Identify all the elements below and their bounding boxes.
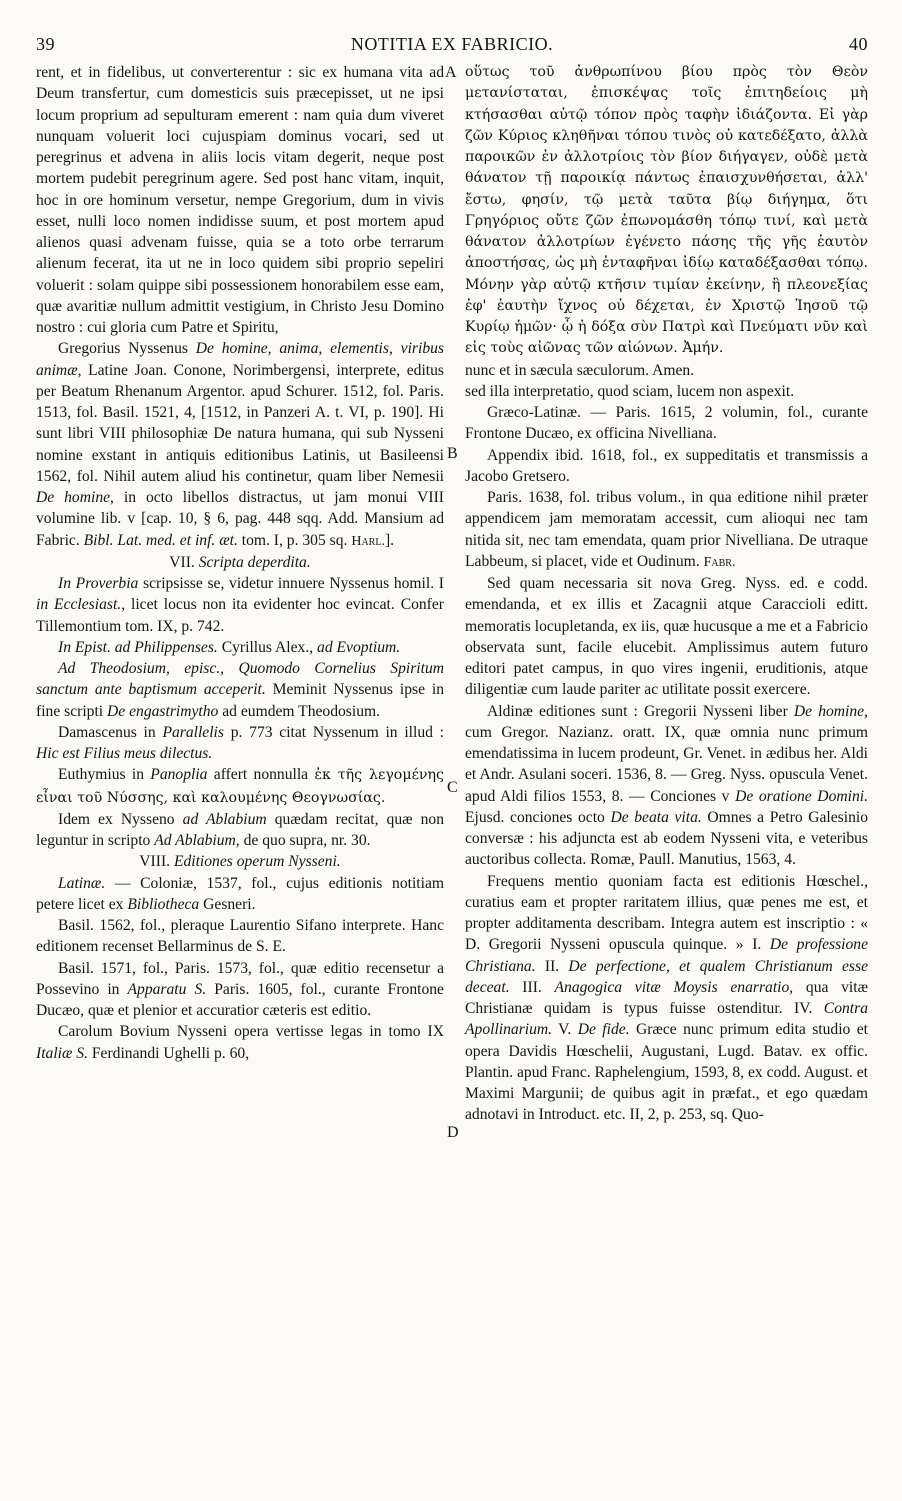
paragraph-proverbia: In Proverbia scripsisse se, videtur innuere Nyssenus homil. I in Ecclesiast., licet locus non ita evidenter hoc evincat. Confer Tillemontium tom. IX, p. 742. (36, 575, 444, 635)
paragraph-gregorius: Gregorius Nyssenus De homine, anima, elementis, viribus animæ, Latine Joan. Conone, Norimbergensi, interprete, editus per Beatum Rhenanum Argentor. apud Schurer. 1512, fol. Paris. 1513, fol. Basil. 1521, 4, [1512, in Panzeri A. t. VI, p. 190]. Hi sunt libri VIII philosophiæ De natura humana, qui sub Nysseni nomine exstant in antiquis editionibus Latinis, ut Basileensi 1562, fol. Nihil autem aliud his continetur, quam liber Nemesii De homine, in octo libellos distractus, ut jam monui VIII volumine lib. v [cap. 10, § 6, pag. 448 sqq. Add. Mansium ad Fabric. Bibl. Lat. med. et inf. æt. tom. I, p. 305 sq. Harl.]. (36, 340, 444, 549)
continuation-line: nunc et in sæcula sæculorum. Amen. (465, 361, 695, 379)
paragraph-basil-1562: Basil. 1562, fol., pleraque Laurentio Sifano interprete. Hanc editionem recenset Bellarminus de S. E. (36, 917, 444, 956)
paragraph-philippenses: In Epist. ad Philippenses. Cyrillus Alex., ad Evoptium. (58, 638, 401, 656)
paragraph-hoeschel: Frequens mentio quoniam facta est editionis Hœschel., curatius eam et propter raritatem illius, quæ penes me est, et propter additamenta describam. Integra autem est inscriptio : « D. Gregorii Nysseni opuscula quinque. » I. De professione Christiana. II. De perfectione, et qualem Christianum esse deceat. III. Anagogica vitæ Moysis enarratio, qua vitæ Christianæ quidam is typus fuisse ostenditur. IV. Contra Apollinarium. V. De fide. Græce nunc primum edita studio et opera Davidis Hœschelii, Augustani, Lugd. Batav. ex offic. Plantin. apud Franc. Raphelengium, 1593, 8, ex codd. August. et Maximi Margunii; de quibus agit in præfat., et ego quædam adnotavi in Introduct. etc. II, 2, p. 253, sq. Quo- (465, 872, 868, 1124)
latin-translation-paragraph: rent, et in fidelibus, ut converterentur : sic ex humana vita ad Deum transfertur, cum domesticis suis præcepisset, ut ne ipsi locum proprium ad sepulturam emerent : nam quia dum viveret nunquam voluerit loci cujuspiam dominus vocari, sed ut peregrinus et advena in aliis locis vitam degerit, neque post mortem pudebit peregrinum agere. Sed post hanc vitam, inquit, hoc in ore hominum versetur, nempe Gregorium, dum in vivis esset, nulli loco nomen indidisse suum, et post mortem apud alienos quasi advenam fuisse, quia se a toto orbe terrarum alienum fecerat, ita ut ne in loco quidem sibi proprio sepeliri voluerit : solam quippe sibi possessionem honorabilem esse eam, quæ avaritiæ nullum admittit vestigium, in Christo Jesu Domino nostro : cui gloria cum Patre et Spiritu, (36, 64, 444, 336)
paragraph-graeco-latinae: Græco-Latinæ. — Paris. 1615, 2 volumin, fol., curante Frontone Ducæo, ex officina Nivelliana. (465, 404, 868, 443)
paragraph-appendix: Appendix ibid. 1618, fol., ex suppeditatis et transmissis a Jacobo Gretsero. (465, 446, 868, 485)
paragraph-nova-editio: Sed quam necessaria sit nova Greg. Nyss. ed. e codd. emendanda, et ex illis et Zacagnii atque Caraccioli editt. memoratis locupletanda, ex iis, quæ hucusque a me et a Fabricio observata sunt, facile elucebit. Amplissimus autem futuro editori patet campus, in quo vires ingenii, eruditionis, atque diligentiæ cum laude pariter ac utilitate possit exercere. (465, 575, 868, 699)
paragraph-damascenus: Damascenus in Parallelis p. 773 citat Nyssenum in illud : Hic est Filius meus dilectus. (36, 723, 445, 762)
paragraph-euthymius: Euthymius in Panoplia affert nonnulla ἐκ τῆς λεγομένης εἶναι τοῦ Νύσσης, καὶ καλουμένης Θεογνωσίας. (36, 766, 444, 806)
margin-marker-a: A (445, 64, 457, 81)
paragraph-ablabium: Idem ex Nysseno ad Ablabium quædam recitat, quæ non leguntur in scripto Ad Ablabium, de quo supra, nr. 30. (36, 810, 444, 849)
paragraph-paris-1638: Paris. 1638, fol. tribus volum., in qua editione nihil præter appendicem jam memoratam accessit, cum alioqui nec tam nitida sit, nec tam emendata, quam prior Nivelliana. De utraque Labbeum, si placet, vide et Oudinum. Fabr. (465, 489, 868, 570)
paragraph-interpretatio: sed illa interpretatio, quod sciam, lucem non aspexit. (465, 382, 795, 400)
paragraph-aldinae: Aldinæ editiones sunt : Gregorii Nysseni liber De homine, cum Gregor. Nazianz. oratt. IX, quæ omnia nunc primum emendatissima in lucem prodeunt, Gr. Venet. in ædibus her. Aldi et Andr. Asulani soceri. 1536, 8. — Greg. Nyss. opuscula Venet. apud Aldi filios 1553, 8. — Conciones v De oratione Domini. Ejusd. conciones octo De beata vita. Omnes a Petro Galesinio conversæ : his adjuncta est ab eodem Nysseni vita, e veteribus auctoribus collecta. Romæ, Paull. Manutius, 1563, 4. (465, 702, 869, 869)
page-number-left: 39 (36, 34, 55, 54)
page-number-right: 40 (849, 34, 868, 54)
paragraph-latinae: Latinæ. — Coloniæ, 1537, fol., cujus editionis notitiam petere licet ex Bibliotheca Gesneri. (36, 874, 444, 913)
right-column (465, 62, 868, 1126)
paragraph-theodosium: Ad Theodosium, episc., Quomodo Cornelius Spiritum sanctum ante baptismum acceperit. Meminit Nyssenus ipse in fine scripti De engastrimytho ad eumdem Theodosium. (36, 660, 444, 720)
margin-marker-c: C (447, 779, 458, 796)
running-header (36, 34, 868, 58)
paragraph-bovium: Carolum Bovium Nysseni opera vertisse legas in tomo IX Italiæ S. Ferdinandi Ughelli p. 60, (36, 1023, 444, 1062)
margin-marker-d: D (447, 1124, 459, 1141)
left-column (36, 62, 444, 1064)
paragraph-basil-1571: Basil. 1571, fol., Paris. 1573, fol., quæ editio recensetur a Possevino in Apparatu S. Paris. 1605, fol., curante Frontone Ducæo, quæ et plenior et accuratior cæteris est editio. (36, 959, 444, 1019)
section-heading-viii: VIII. Editiones operum Nysseni. (139, 853, 341, 871)
running-title: NOTITIA EX FABRICIO. (350, 34, 554, 54)
greek-text-paragraph: οὕτως τοῦ ἀνθρωπίνου βίου πρὸς τὸν Θεὸν μετανίσταται, ἐπισκέψας τοῖς ἐπιτηδείοις μὴ κτήσασθαι αὐτῷ τόπον πρὸς ταφὴν ἰδιάζοντα. Εἰ γὰρ ζῶν Κύριος κληθῆναι τόπου τινὸς οὐ κατεδέξατο, ἀλλὰ παροικῶν ἐν ἀλλοτρίοις τὸν βίον διήγαγεν, οὐδὲ μετὰ θάνατον τῇ παροικίᾳ πάντως ἐπαισχυνθήσεται, ἀλλ' ἔστω, φησίν, τῷ μετὰ ταῦτα βίῳ διήγημα, ὅτι Γρηγόριος οὔτε ζῶν ἐπωνομάσθη τόπῳ τινί, καὶ μετὰ θάνατον ἀλλοτρίων ἐγένετο πάσης τῆς γῆς ἑαυτὸν ἀποστήσας, ὡς μὴ ἐνταφῆναι ἰδίῳ καταδέξασθαι τόπῳ. Μόνην γὰρ αὐτῷ κτῆσιν τιμίαν ἐκείνην, ἣ πλεονεξίας ἐφ' ἑαυτὴν ἴχνος οὐ δέχεται, ἐν Χριστῷ Ἰησοῦ τῷ Κυρίῳ ἡμῶν· ᾧ ἡ δόξα σὺν Πατρὶ καὶ Πνεύματι νῦν καὶ εἰς τοὺς αἰῶνας τῶν αἰώνων. Ἀμήν. (465, 64, 868, 357)
section-heading-vii: VII. Scripta deperdita. (169, 553, 311, 571)
margin-marker-b: B (447, 445, 458, 462)
